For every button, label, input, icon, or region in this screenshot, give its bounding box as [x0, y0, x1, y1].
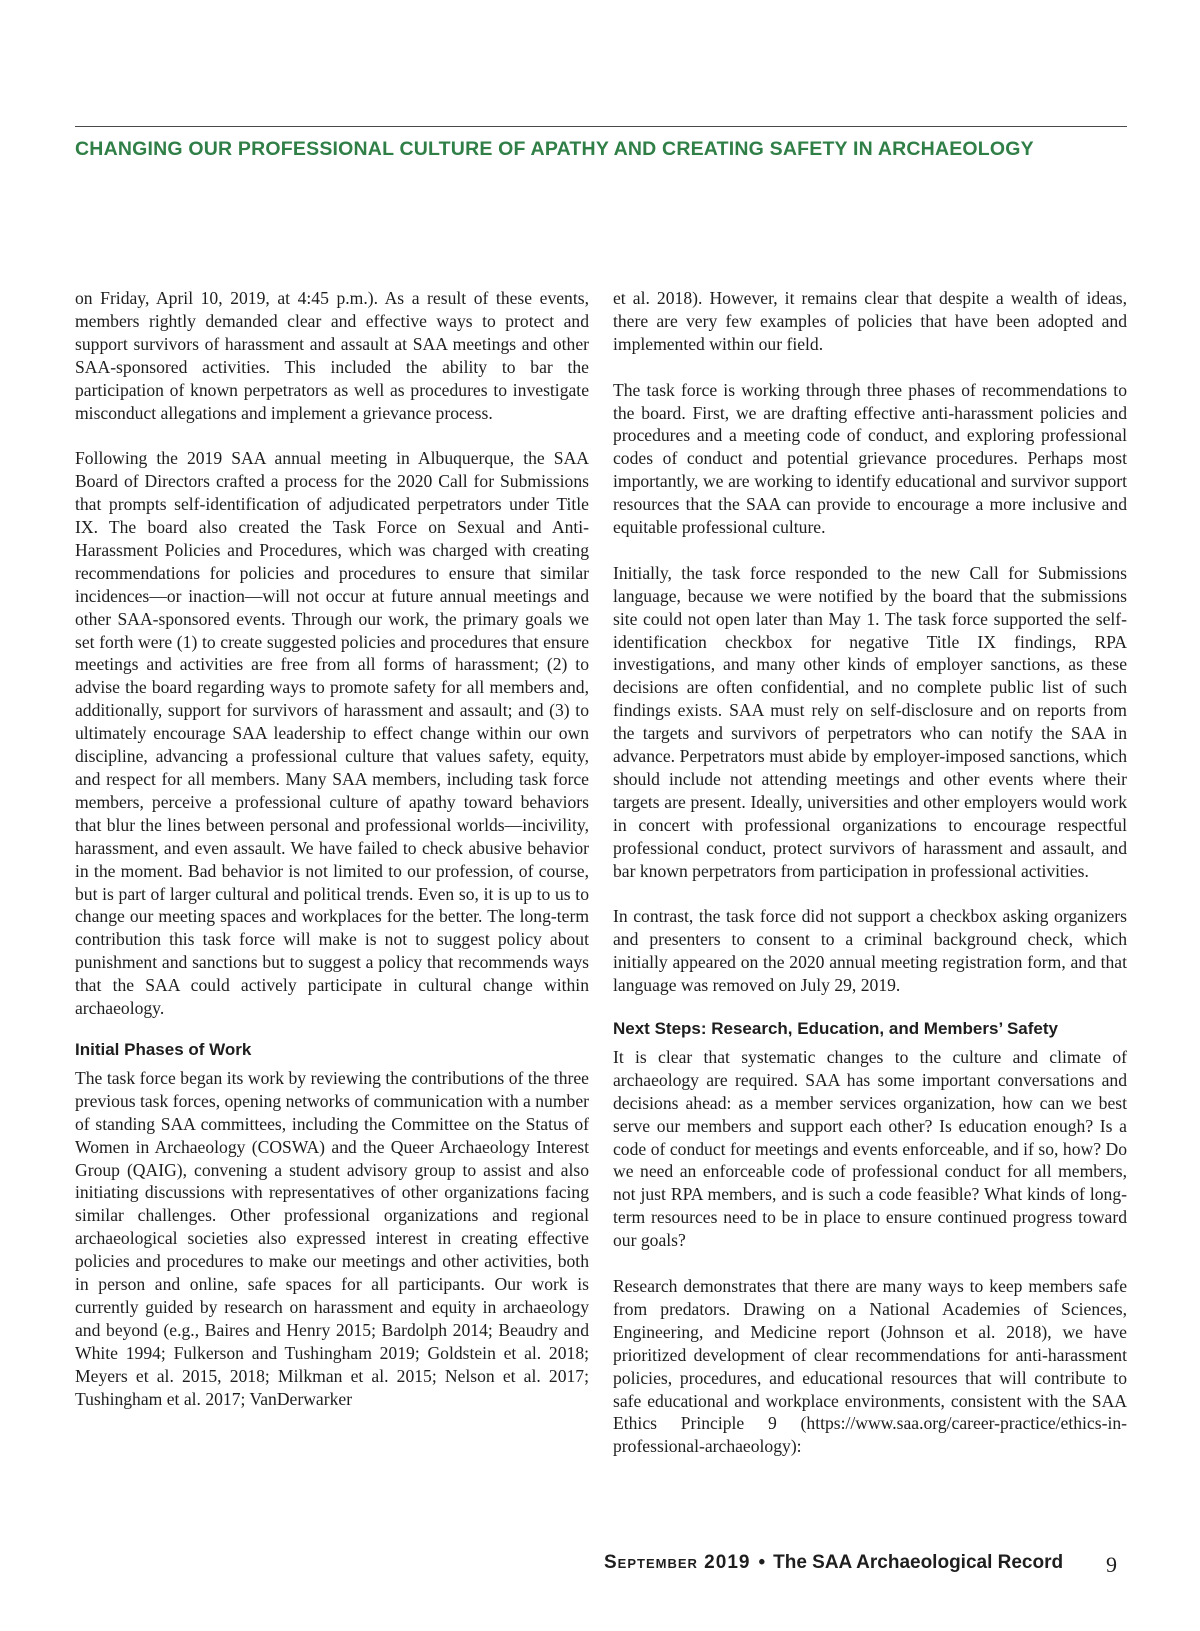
footer-bullet: •	[758, 1552, 766, 1573]
section-heading-initial-phases: Initial Phases of Work	[75, 1039, 252, 1059]
page-footer	[604, 1552, 1124, 1574]
left-paragraph-3: The task force began its work by reviewing the contributions of the three previous task forces, opening networks of communication with a number of standing SAA committees, including the Committee on the Status of Women in Archaeology (COSWA) and the Queer Archaeology Interest Group (QAIG), convening a student advisory group to assist and also initiating discussions with representatives of other organizations facing similar challenges. Other professional organizations and regional archaeological societies also expressed interest in creating effective policies and procedures to make our meetings and other activities, both in person and online, safe spaces for all participants. Our work is currently guided by research on harassment and equity in archaeology and beyond (e.g., Baires and Henry 2015; Bardolph 2014; Beaudry and White 1994; Fulkerson and Tushingham 2019; Goldstein et al. 2018; Meyers et al. 2015, 2018; Milkman et al. 2015; Nelson et al. 2017; Tushingham et al. 2017; VanDerwarker	[75, 1067, 590, 1409]
right-column	[613, 287, 1127, 1481]
footer-issue-date: September 2019	[604, 1552, 751, 1573]
right-paragraph-3: Initially, the task force responded to the new Call for Submissions language, because we were notified by the board that the submissions site could not open later than May 1. The task force supported the self-identification checkbox for negative Title IX findings, RPA investigations, and many other kinds of employer sanctions, as these decisions are often confidential, and no complete public list of such findings exists. SAA must rely on self-disclosure and on reports from the targets and survivors of perpetrators who can notify the SAA in advance. Perpetrators must abide by employer-imposed sanctions, which should include not attending meetings and other events where their targets are present. Ideally, universities and other employers would work in concert with professional organizations to encourage respectful professional conduct, protect survivors of harassment and assault, and bar known perpetrators from participation in professional activities.	[613, 562, 1127, 881]
header-rule	[75, 126, 1127, 127]
section-heading-next-steps: Next Steps: Research, Education, and Members’ Safety	[613, 1018, 1058, 1038]
left-paragraph-1: on Friday, April 10, 2019, at 4:45 p.m.). As a result of these events, members rightly demanded clear and effective ways to protect and support survivors of harassment and assault at SAA meetings and other SAA-sponsored activities. This included the ability to bar the participation of known perpetrators as well as procedures to investigate misconduct allegations and implement a grievance process.	[75, 288, 589, 423]
footer-publication-title: The SAA Archaeological Record	[773, 1552, 1064, 1573]
running-title: CHANGING OUR PROFESSIONAL CULTURE OF APATHY AND CREATING SAFETY IN ARCHAEOLOGY	[75, 138, 1034, 160]
left-paragraph-2: Following the 2019 SAA annual meeting in Albuquerque, the SAA Board of Directors crafted a process for the 2020 Call for Submissions that prompts self-identification of adjudicated perpetrators under Title IX. The board also created the Task Force on Sexual and Anti-Harassment Policies and Procedures, which was charged with creating recommendations for policies and procedures to ensure that similar incidences—or inaction—will not occur at future annual meetings and other SAA-sponsored events. Through our work, the primary goals we set forth were (1) to create suggested policies and procedures that ensure meetings and activities are free from all forms of harassment; (2) to advise the board regarding ways to promote safety for all members and, additionally, support for survivors of harassment and assault; and (3) to ultimately encourage SAA leadership to effect change within our own discipline, advancing a professional culture that values safety, equity, and respect for all members. Many SAA members, including task force members, perceive a professional culture of apathy toward behaviors that blur the lines between personal and professional worlds—incivility, harassment, and even assault. We have failed to check abusive behavior in the moment. Bad behavior is not limited to our profession, of course, but is part of larger cultural and political trends. Even so, it is up to us to change our meeting spaces and workplaces for the better. The long-term contribution this task force will make is not to suggest policy about punishment and sanctions but to suggest a policy that recommends ways that the SAA could actively participate in cultural change within archaeology.	[75, 448, 589, 1019]
page-number: 9	[1106, 1552, 1117, 1577]
right-paragraph-1: et al. 2018). However, it remains clear that despite a wealth of ideas, there are very few examples of policies that have been adopted and implemented within our field.	[613, 288, 1127, 354]
right-paragraph-6: Research demonstrates that there are many ways to keep members safe from predators. Drawing on a National Academies of Sciences, Engineering, and Medicine report (Johnson et al. 2018), we have prioritized development of clear recommendations for anti-harassment policies, procedures, and educational resources that will contribute to safe educational and workplace environments, consistent with the SAA Ethics Principle 9 (https://www.saa.org/career-practice/ethics-in-professional-archaeology):	[613, 1275, 1127, 1457]
right-paragraph-4: In contrast, the task force did not support a checkbox asking organizers and presenters to consent to a criminal background check, which initially appeared on the 2020 annual meeting registration form, and that language was removed on July 29, 2019.	[613, 906, 1127, 996]
right-paragraph-2: The task force is working through three phases of recommendations to the board. First, we are drafting effective anti-harassment policies and procedures and a meeting code of conduct, and exploring professional codes of conduct and potential grievance procedures. Perhaps most importantly, we are working to identify educational and survivor support resources that the SAA can provide to encourage a more inclusive and equitable professional culture.	[613, 379, 1127, 538]
left-column	[75, 287, 589, 1433]
right-paragraph-5: It is clear that systematic changes to the culture and climate of archaeology are required. SAA has some important conversations and decisions ahead: as a member services organization, how can we best serve our members and support each other? Is education enough? Is a code of conduct for meetings and events enforceable, and if so, how? Do we need an enforceable code of professional conduct for all members, not just RPA members, and is such a code feasible? What kinds of long-term resources need to be in place to ensure continued progress toward our goals?	[613, 1046, 1127, 1251]
